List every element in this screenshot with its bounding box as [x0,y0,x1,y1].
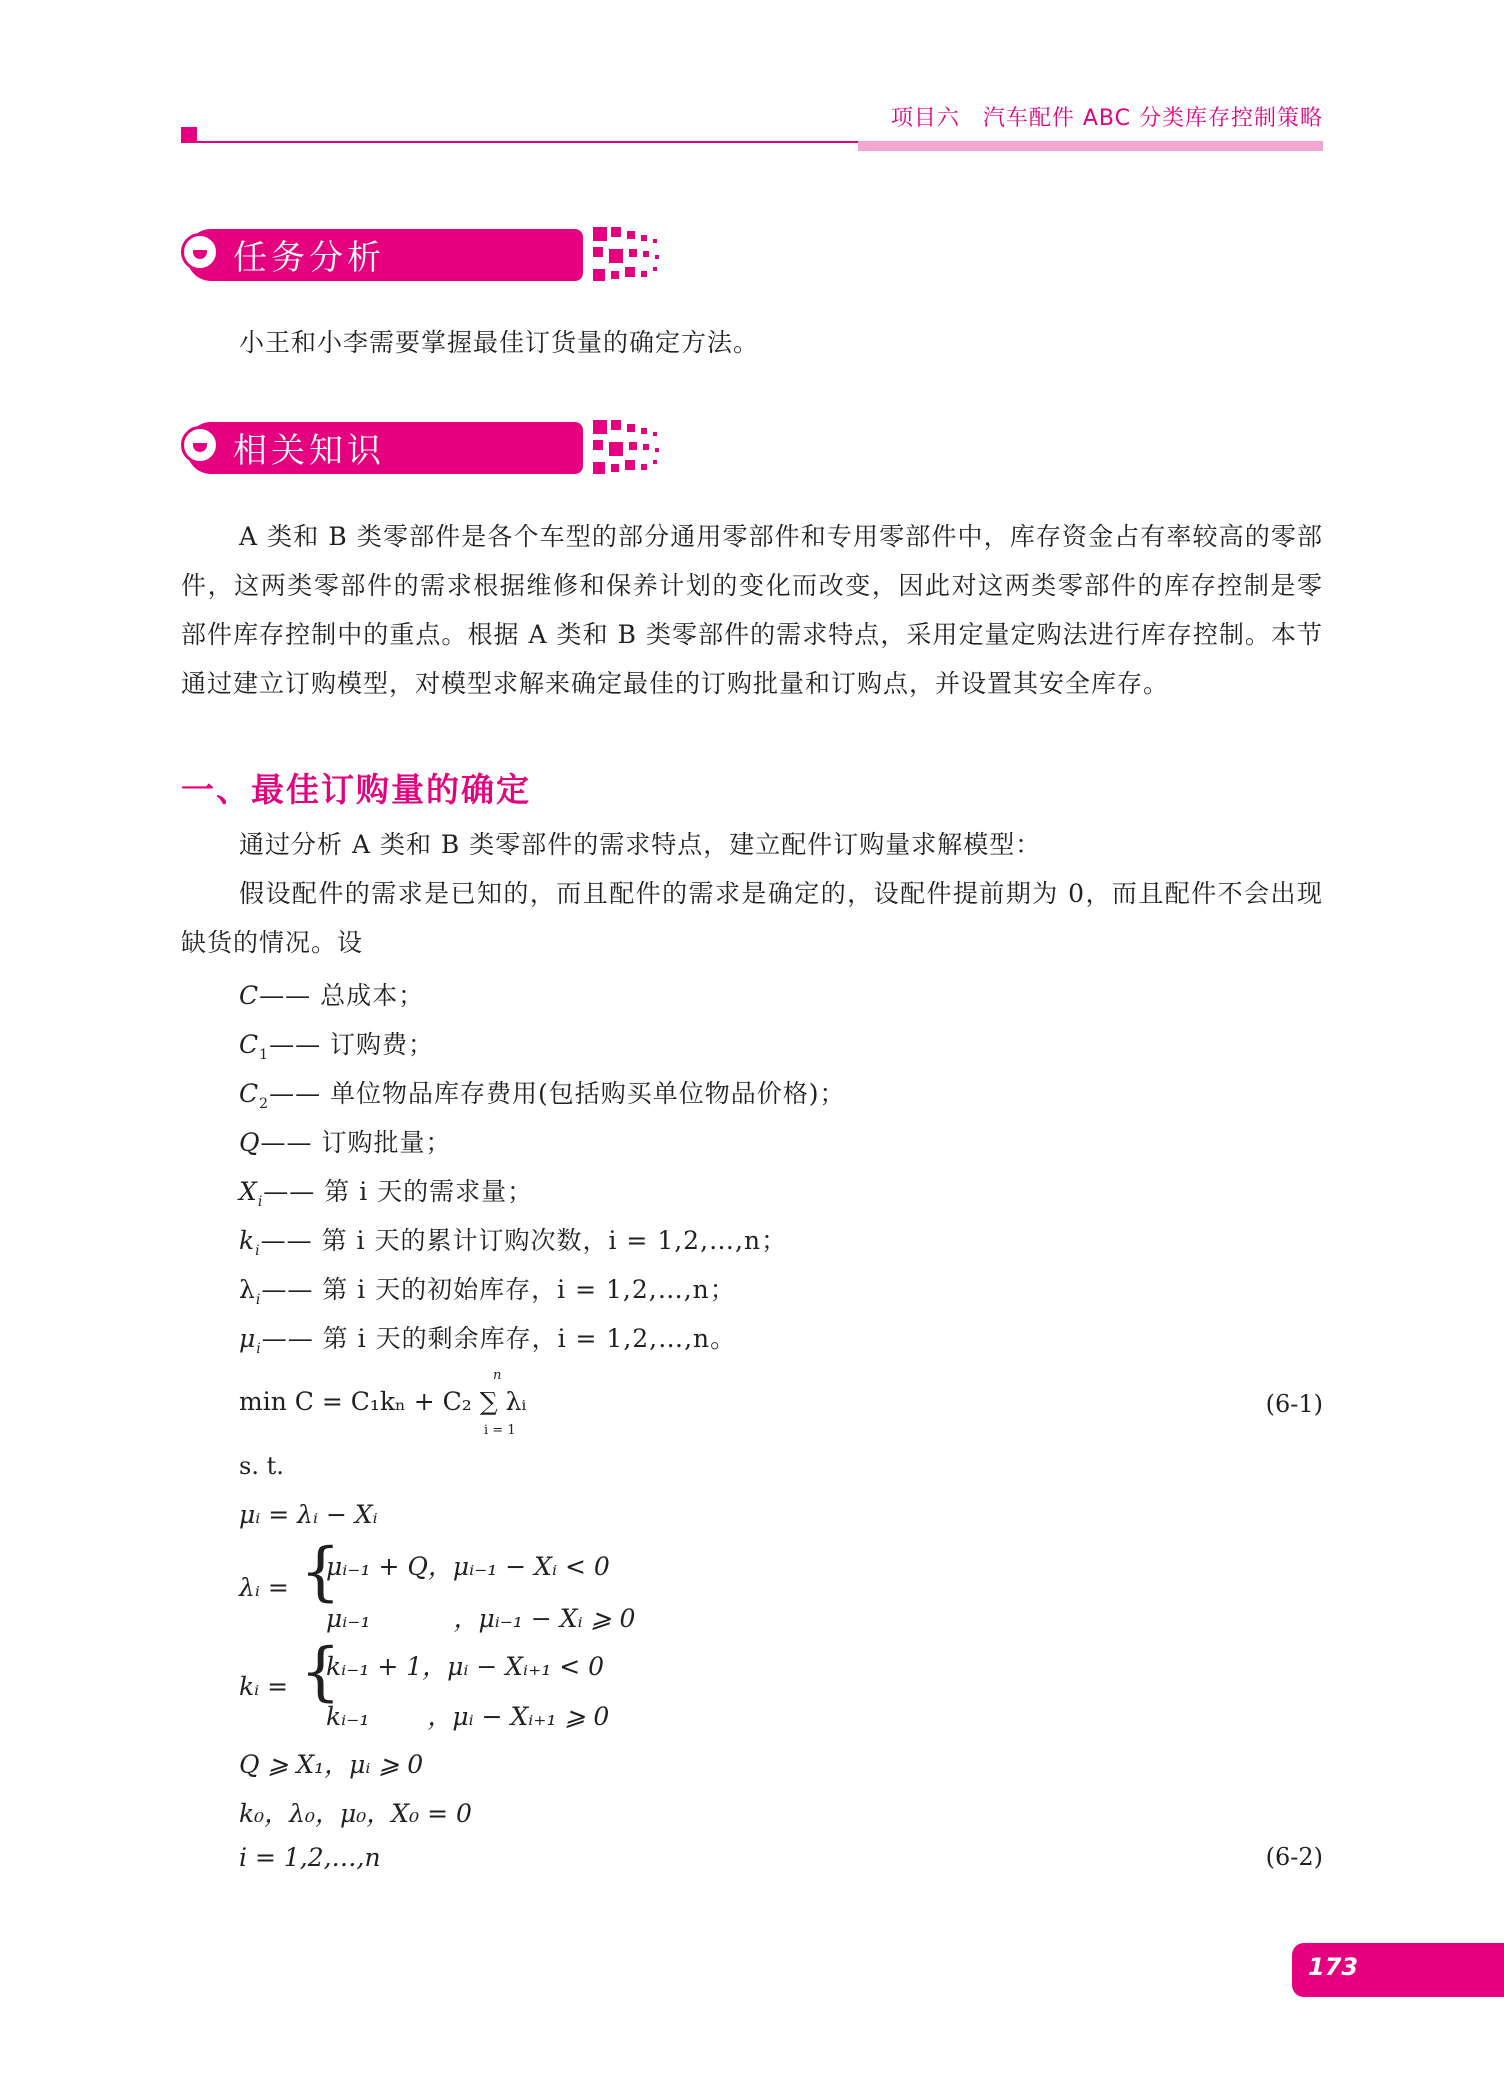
triangle-icon [193,239,207,250]
section-title: 相关知识 [233,431,385,471]
constraint-q: Q ⩾ X₁，μᵢ ⩾ 0 [239,1750,424,1779]
subject-to: s. t. [239,1452,284,1480]
section-badge-task-analysis [181,225,503,285]
task-analysis-text: 小王和小李需要掌握最佳订货量的确定方法。 [239,328,760,357]
definition-item: $X_i——$ 第 i 天的需求量； [239,1177,534,1210]
left-brace: { [300,1635,341,1709]
knowledge-paragraph: A 类和 B 类零部件是各个车型的部分通用零部件和专用零部件中，库存资金占有率较高的零部件，这两类零部件的需求根据维修和保养计划的变化而改变，因此对这两类零部件的库存控制是零部件库存控制中的重点。根据 A 类和 B 类零部件的需求特点，采用定量定购法进行库存控制。本节通过建立订购模型，对模型求解来确定最佳的订购批量和订购点，并设置其安全库存。 [181,522,1323,698]
constraint-lambda-case1: μᵢ₋₁ + Q，μᵢ₋₁ − Xᵢ < 0 [326,1552,610,1581]
definition-item: $\lambda_i——$ 第 i 天的初始库存，i = 1,2,…,n； [239,1275,736,1308]
equation-number: (6-2) [1265,1843,1323,1871]
definition-item: Q—— 订购批量； [239,1128,452,1157]
page-number: 173 [1308,1953,1359,1981]
constraint-lambda-lhs: λᵢ = [239,1573,289,1602]
definition-item: $k_i——$ 第 i 天的累计订购次数，i = 1,2,…,n； [239,1226,788,1259]
triangle-icon [193,432,207,443]
constraint-index: i = 1,2,…,n [239,1843,381,1872]
equation-number: (6-1) [1265,1390,1323,1418]
paragraph-assumption: 假设配件的需求是已知的，而且配件的需求是确定的，设配件提前期为 0，而且配件不会出现缺货的情况。设 [181,879,1323,957]
left-brace: { [300,1535,341,1609]
page-number-tab [1292,1943,1504,1997]
sum-lower-limit: i = 1 [484,1423,516,1438]
definition-item: C—— 总成本； [239,981,425,1010]
definition-item: $C_2——$ 单位物品库存费用(包括购买单位物品价格)； [239,1079,846,1112]
definition-item: $C_1——$ 订购费； [239,1030,435,1063]
paragraph-model-intro: 通过分析 A 类和 B 类零部件的需求特点，建立配件订购量求解模型： [239,830,1042,859]
running-header: 项目六 汽车配件 ABC 分类库存控制策略 [890,106,1323,131]
section-badge-related-knowledge [181,418,503,478]
constraint-mu: μᵢ = λᵢ − Xᵢ [239,1500,378,1529]
constraint-k-lhs: kᵢ = [239,1672,289,1701]
constraint-k-case1: kᵢ₋₁ + 1，μᵢ − Xᵢ₊₁ < 0 [326,1652,605,1681]
section-title: 任务分析 [233,238,385,278]
section-heading: 一、最佳订购量的确定 [181,770,531,809]
header-rule-accent [858,141,1323,151]
constraint-k-case2: kᵢ₋₁ ，μᵢ − Xᵢ₊₁ ⩾ 0 [326,1702,610,1731]
header-square [181,127,197,143]
constraint-lambda-case2: μᵢ₋₁ ，μᵢ₋₁ − Xᵢ ⩾ 0 [326,1604,636,1633]
constraint-initial: k₀，λ₀，μ₀，X₀ = 0 [239,1799,472,1828]
definition-item: $\mu_i——$ 第 i 天的剩余库存，i = 1,2,…,n。 [239,1324,737,1357]
objective-function: min C = C₁kₙ + C₂ ∑ λᵢ [239,1387,527,1416]
sum-upper-limit: n [493,1368,502,1383]
